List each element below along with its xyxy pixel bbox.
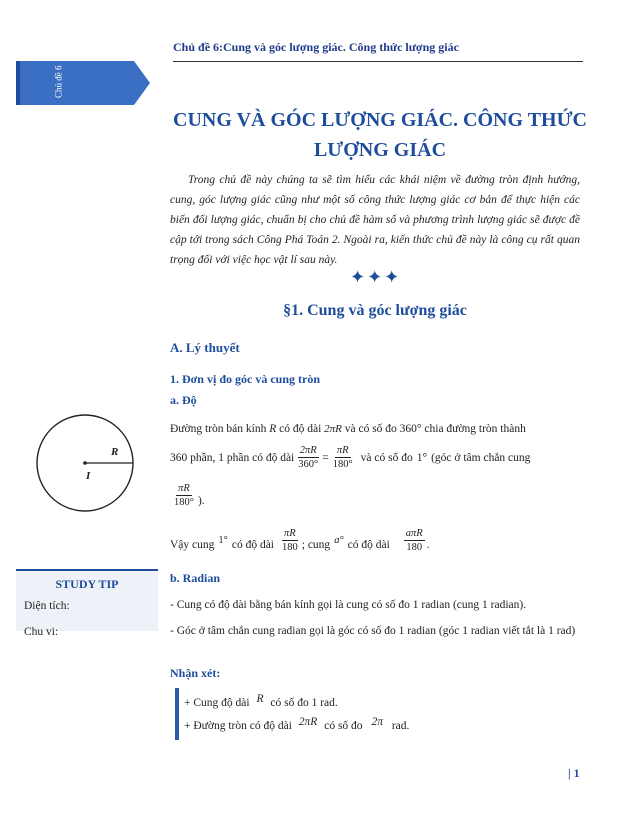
math-1deg: 1° — [218, 535, 228, 546]
fraction-num: πR — [284, 528, 296, 539]
fraction-num: 2πR — [299, 445, 317, 456]
math-2pi: 2π — [371, 716, 383, 728]
degree-line-3 — [170, 480, 205, 510]
section-heading: §1. Cung và góc lượng giác — [283, 302, 467, 319]
text: + Đường tròn có độ dài — [184, 720, 292, 732]
degree-line-2 — [170, 444, 582, 471]
degree-line-1 — [170, 420, 582, 438]
heading-unit: 1. Đơn vị đo góc và cung tròn — [170, 372, 320, 386]
header-rule — [173, 61, 583, 62]
fraction-den: 360° — [298, 459, 319, 470]
text: rad. — [391, 720, 410, 732]
equals: = — [322, 451, 329, 464]
chapter-tab-text: Chủ đề 6 — [53, 65, 64, 99]
stars-divider: ✦✦✦ — [350, 267, 402, 287]
text: có độ dài — [279, 423, 322, 435]
fraction-apiR-180 — [404, 527, 425, 554]
fraction-num: πR — [336, 445, 349, 456]
radius-label: R — [111, 446, 119, 458]
center-label: I — [86, 470, 91, 482]
degree-conclusion — [170, 527, 430, 554]
text: 360 phần, 1 phần có độ dài — [170, 451, 295, 464]
fraction-den: 180° — [174, 496, 194, 508]
study-tip-title: STUDY TIP — [55, 577, 119, 591]
math-R: R — [256, 693, 264, 705]
math-a-deg: a° — [334, 535, 344, 546]
study-tip-box — [16, 569, 158, 638]
text: Vậy cung — [170, 539, 215, 551]
note-heading: Nhận xét: — [170, 666, 221, 680]
fraction-den: 180 — [282, 542, 298, 553]
circle-figure — [34, 412, 136, 514]
fraction-piR-180 — [280, 527, 300, 554]
text: có độ dài — [231, 539, 274, 551]
math-2piR: 2πR — [298, 716, 318, 728]
text: Đường tròn bán kính — [170, 423, 267, 435]
study-tip-perimeter: Chu vi: — [24, 626, 59, 638]
fraction-den: 180° — [332, 459, 353, 470]
math-1deg: 1° — [416, 451, 428, 464]
text: + Cung độ dài — [184, 697, 250, 709]
heading-degree: a. Độ — [170, 393, 197, 407]
note-line-2 — [184, 717, 409, 735]
text: . — [426, 539, 430, 551]
text: có độ dài — [347, 539, 390, 551]
heading-radian: b. Radian — [170, 571, 221, 585]
text: ). — [197, 495, 205, 507]
study-tip-area: Diện tích: — [24, 600, 70, 612]
fraction-2piR-360 — [296, 444, 320, 471]
math-R: R — [269, 423, 277, 435]
fraction-piR-180 — [331, 444, 355, 471]
intro-paragraph: Trong chủ đề này chúng ta sẽ tìm hiểu các khái niệm về đường tròn định hướng, cung, góc lượng giác cũng như một số công thức lượng giác cơ bản để thực hiện các biến đổi lượng giác, chuẩn bị cho chủ đề hàm số và phương trình lượng giác sẽ được đề cập tới trong sách Công Phá Toán 2. Ngoài ra, kiến thức chủ đề này là công cụ rất quan trọng đối với việc học vật lí sau này. — [170, 174, 580, 266]
text: và có số đo — [360, 451, 413, 464]
text: có số đo — [324, 720, 363, 732]
text: có số đo 1 rad. — [270, 697, 338, 709]
note-bar — [175, 688, 179, 740]
page-title: CUNG VÀ GÓC LƯỢNG GIÁC. CÔNG THỨC LƯỢNG GIÁC — [173, 109, 587, 161]
radian-paragraph-1: - Cung có độ dài bằng bán kính gọi là cung có số đo 1 radian (cung 1 radian). — [170, 599, 527, 611]
header-title: Chủ đề 6:Cung và góc lượng giác. Công thức lượng giác — [173, 40, 459, 54]
text: (góc ở tâm chắn cung — [431, 451, 531, 464]
note-line-1 — [184, 694, 338, 712]
fraction-piR-180 — [172, 482, 196, 509]
fraction-num: aπR — [405, 528, 423, 539]
fraction-num: πR — [178, 482, 190, 494]
fraction-den: 180 — [406, 542, 423, 553]
text: và có số đo 360° chia đường tròn thành — [344, 423, 526, 435]
page-number: | 1 — [568, 766, 580, 780]
math-2piR: 2πR — [324, 423, 342, 435]
text: ; cung — [301, 539, 331, 551]
radian-paragraph-2: - Góc ở tâm chắn cung radian gọi là góc có số đo 1 radian (góc 1 radian viết tắt là 1 rad) — [170, 625, 576, 637]
heading-theory: A. Lý thuyết — [170, 340, 240, 355]
